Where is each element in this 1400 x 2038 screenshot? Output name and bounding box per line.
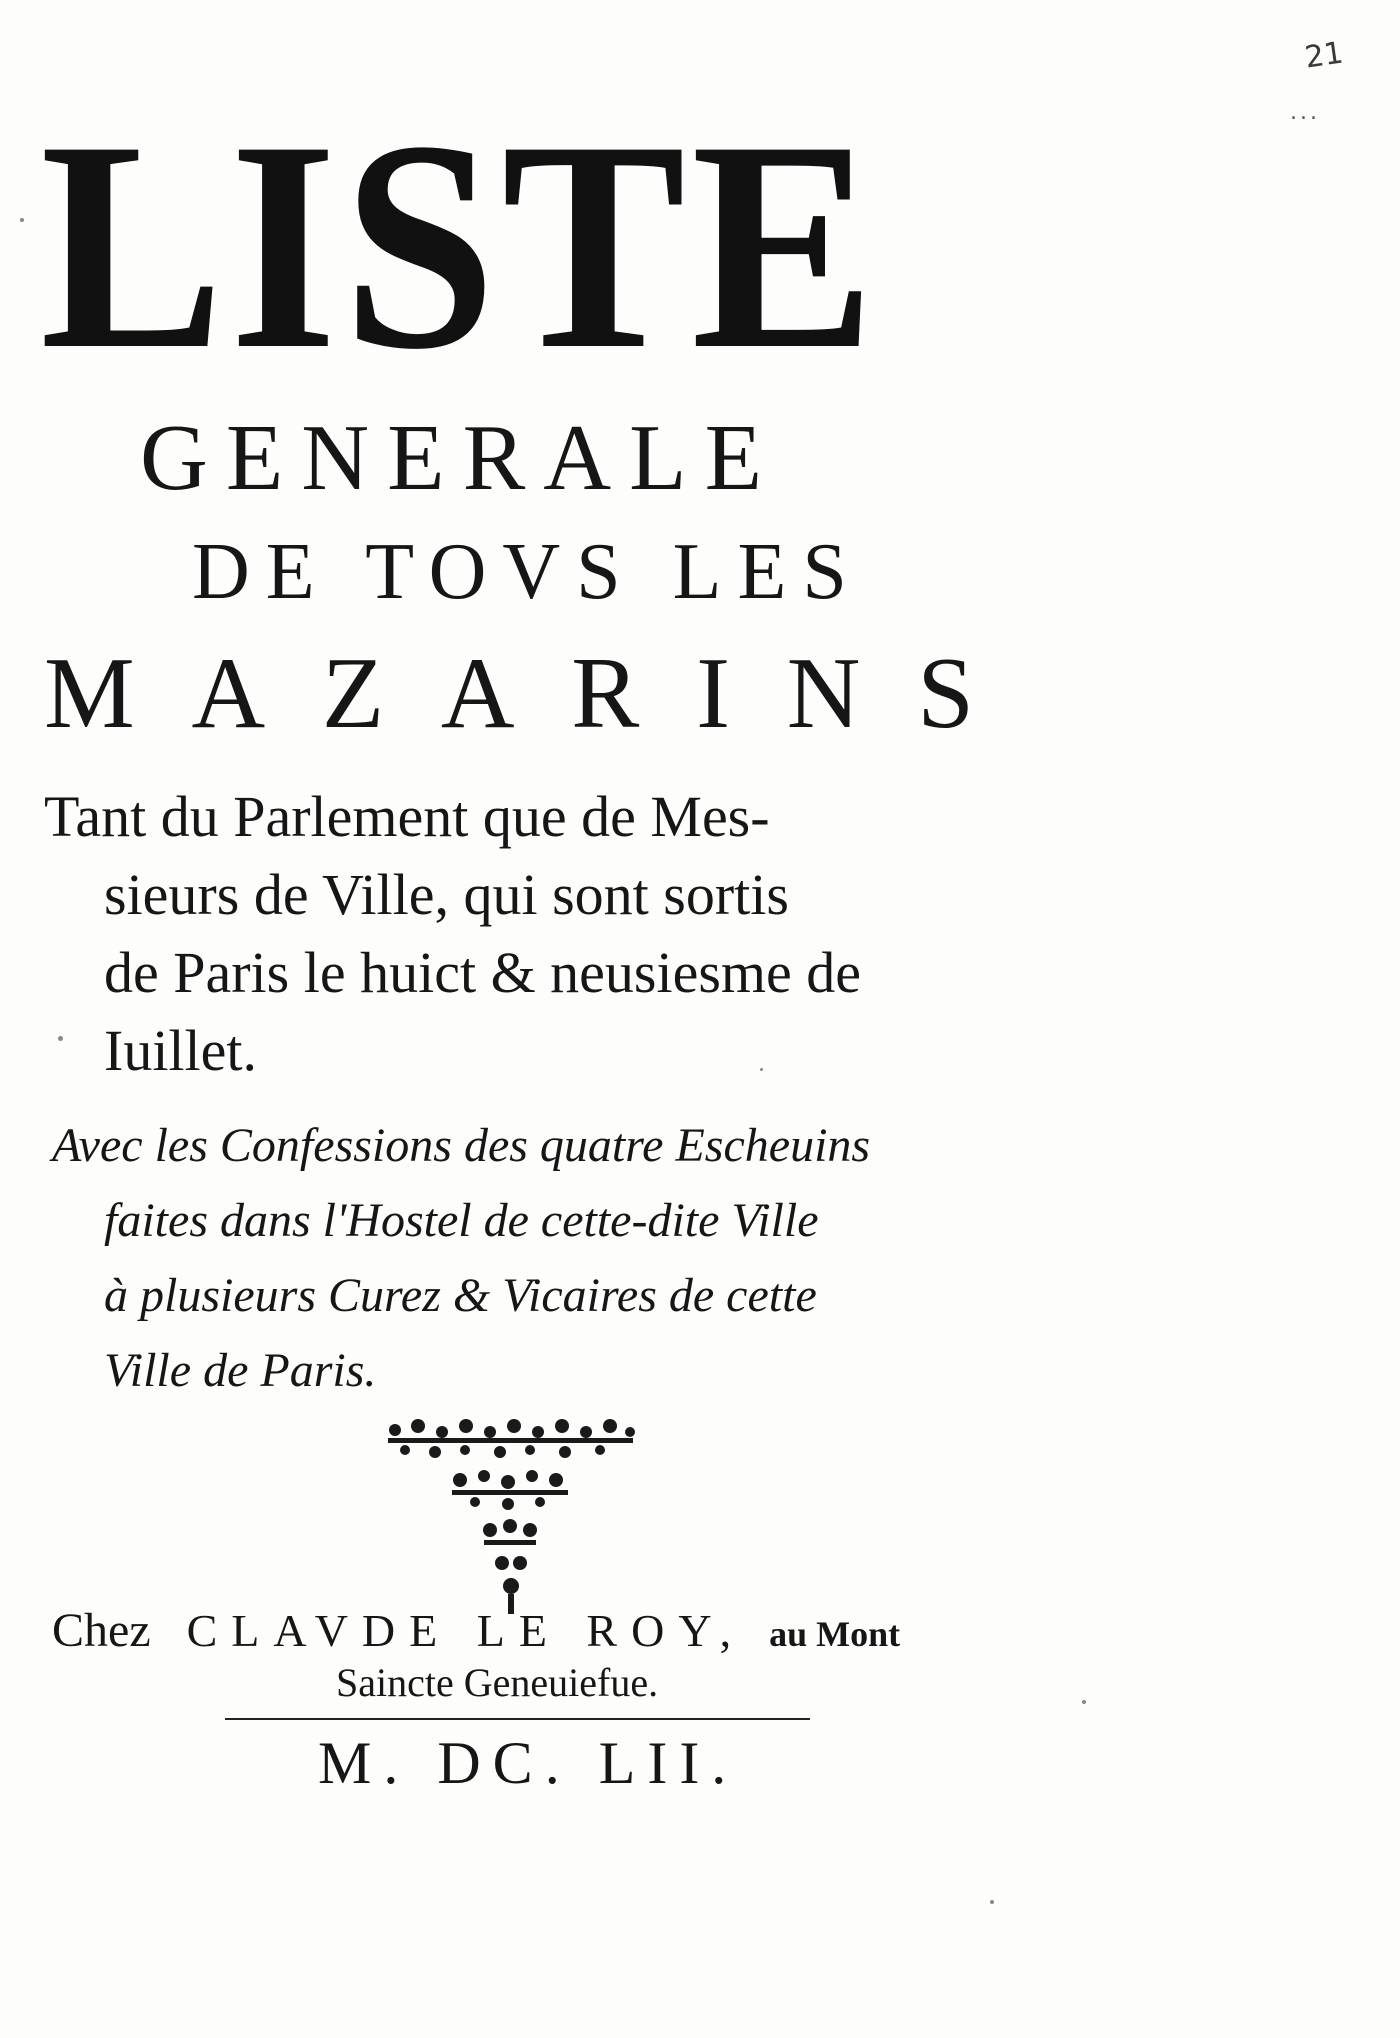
subtitle-block (44, 778, 861, 1090)
print-speck (990, 1900, 994, 1904)
title-letter: Z (321, 637, 385, 750)
print-speck (1082, 1700, 1086, 1704)
title-letter: M (44, 637, 135, 750)
imprint-au-mont: au Mont (769, 1614, 901, 1654)
italic-line: Ville de Paris. (104, 1344, 377, 1397)
floral-ornament-icon (380, 1418, 640, 1623)
italic-line: à plusieurs Curez & Vicaires de cette (104, 1269, 817, 1322)
print-speck (58, 1036, 63, 1041)
confessions-block (52, 1108, 870, 1408)
manuscript-page-number: 21 (1302, 35, 1346, 76)
imprint-printer: CLAVDE LE ROY, (186, 1605, 746, 1656)
imprint-chez: Chez (52, 1604, 151, 1657)
print-speck (20, 218, 24, 222)
title-mazarins (44, 637, 974, 750)
title-letter: A (440, 637, 515, 750)
divider (225, 1718, 810, 1720)
title-liste: LISTE (40, 79, 881, 411)
imprint-line (52, 1602, 900, 1663)
title-letter: R (571, 637, 640, 750)
title-letter: A (191, 637, 266, 750)
print-speck (760, 1068, 763, 1071)
title-letter: S (917, 637, 974, 750)
title-generale: GENERALE (140, 406, 781, 510)
imprint-location: Saincte Geneuiefue. (336, 1660, 659, 1705)
imprint-date: M. DC. LII. (318, 1730, 739, 1796)
title-letter: N (786, 637, 861, 750)
manuscript-marks: ... (1290, 100, 1320, 125)
italic-line: faites dans l'Hostel de cette-dite Ville (104, 1194, 819, 1247)
italic-line: Avec les Confessions des quatre Escheuins (52, 1119, 871, 1172)
subtitle-line: de Paris le huict & neusiesme de (104, 940, 862, 1005)
subtitle-line: Iuillet. (104, 1018, 258, 1083)
title-de-tous-les: DE TOVS LES (192, 528, 863, 616)
title-letter: I (696, 637, 731, 750)
subtitle-line: Tant du Parlement que de Mes- (44, 784, 770, 849)
subtitle-line: sieurs de Ville, qui sont sortis (104, 862, 789, 927)
